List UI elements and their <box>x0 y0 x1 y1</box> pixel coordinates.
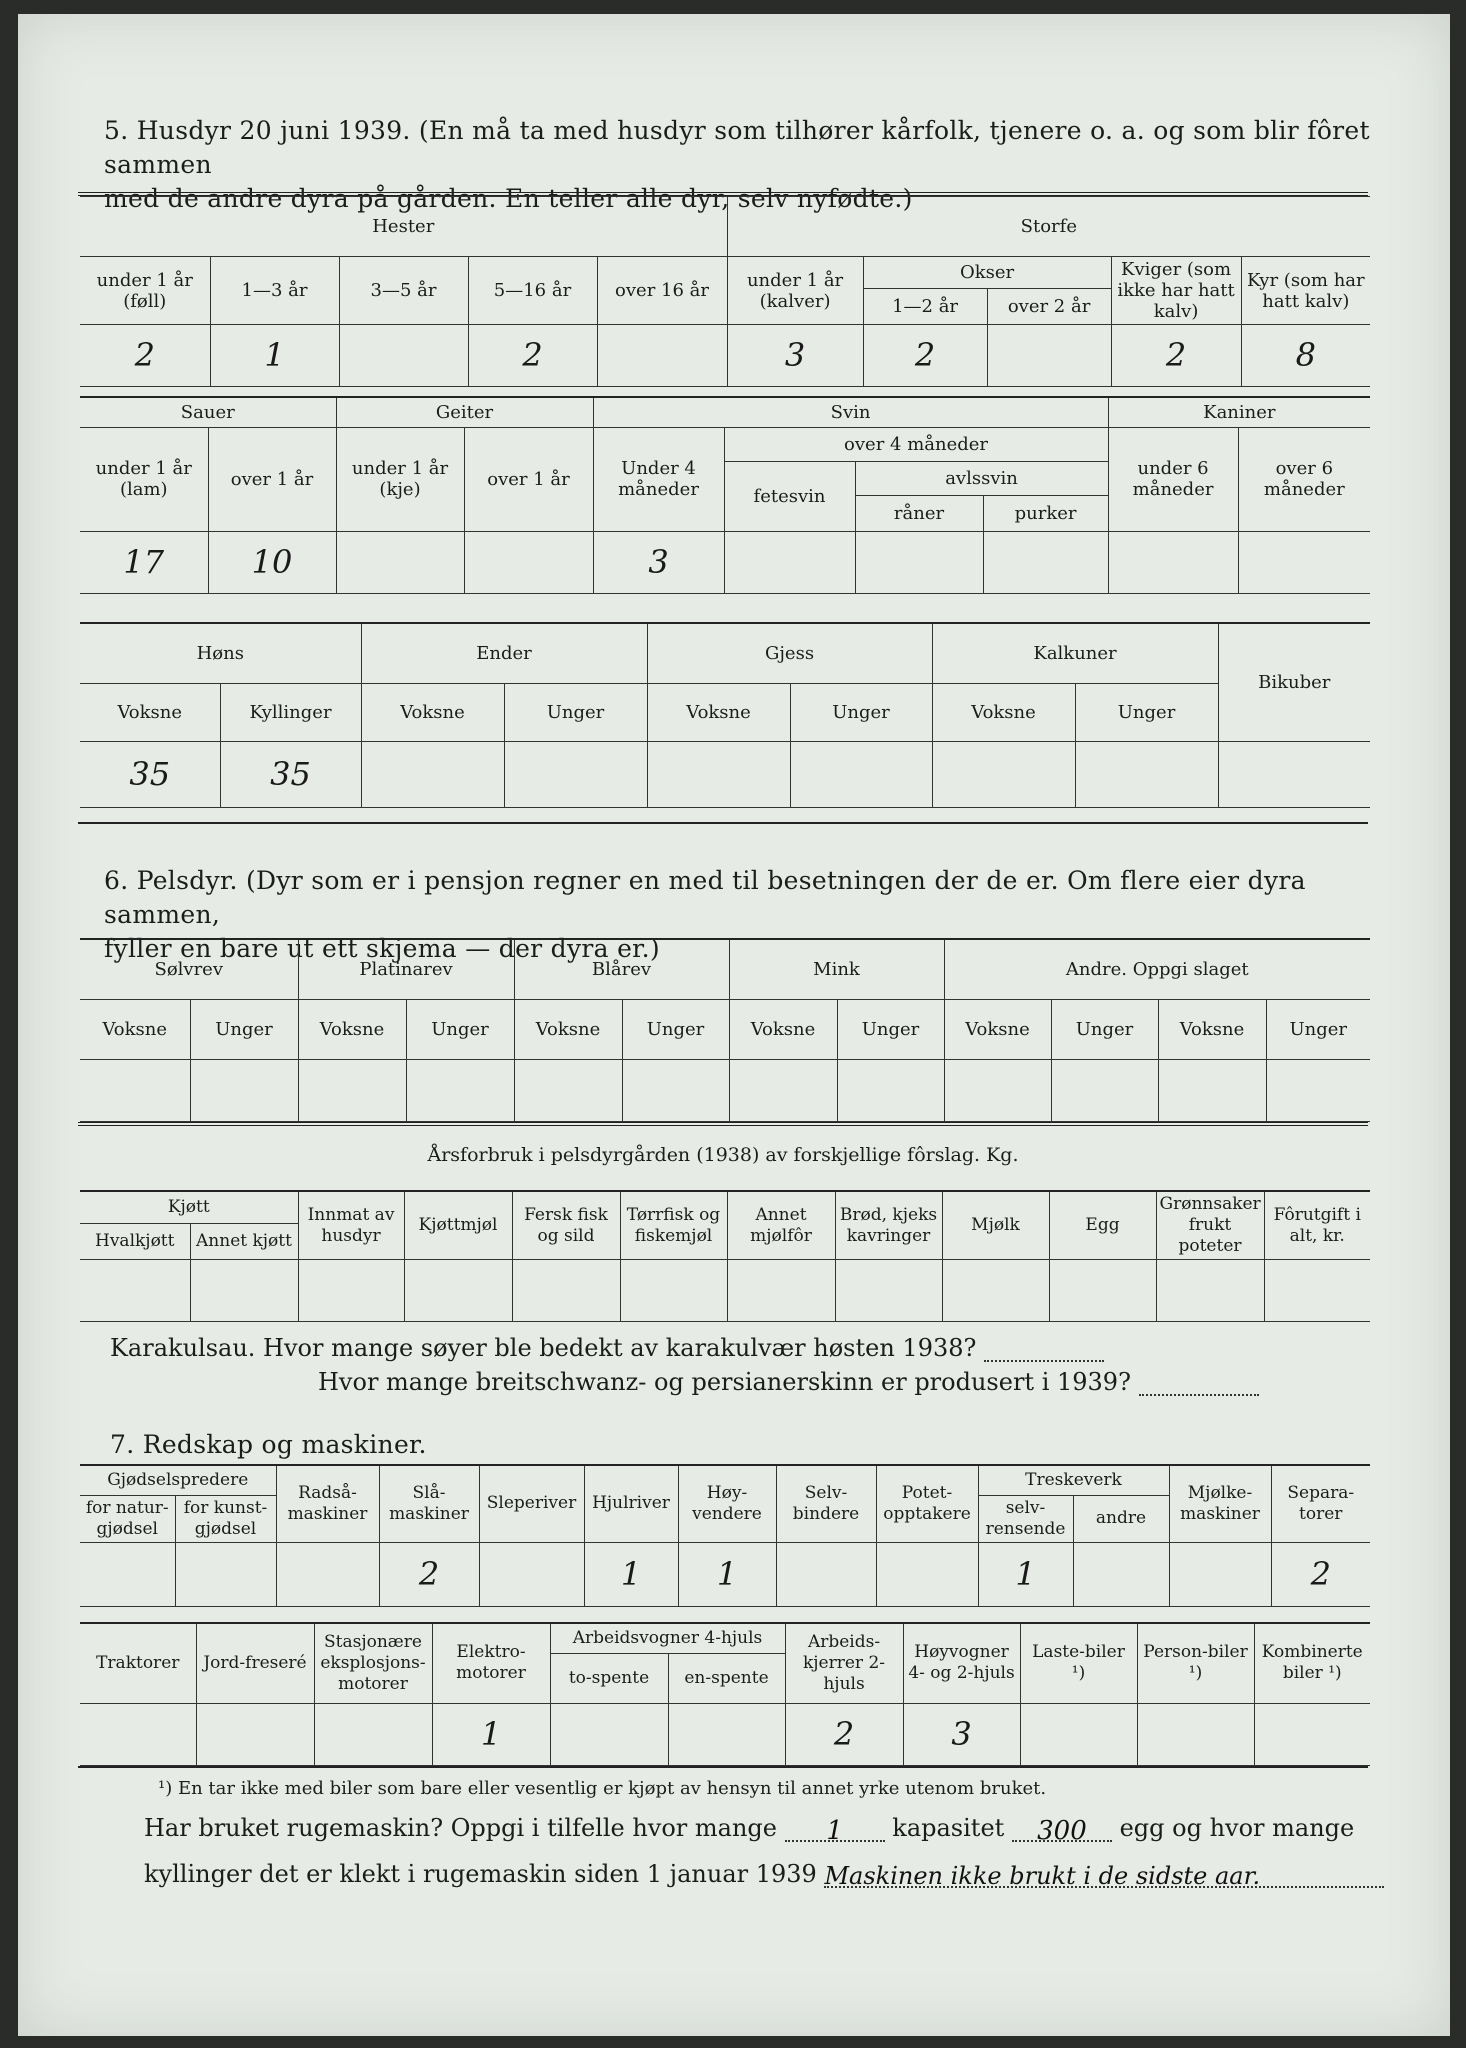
treskeverk-col-1: andre <box>1073 1495 1169 1542</box>
value-cell[interactable]: 10 <box>208 531 336 593</box>
kjott-header: Kjøtt <box>80 1191 298 1223</box>
separa-header: Separa-torer <box>1271 1465 1370 1542</box>
rugemaskin-question-cont: egg og hvor mange <box>1119 1814 1355 1842</box>
hons-col-0: Voksne <box>80 683 220 741</box>
mach-col: Høy-vendere <box>678 1465 776 1542</box>
value-cell[interactable] <box>1051 1059 1158 1121</box>
okser-col-0: 1—2 år <box>863 289 987 325</box>
value-cell[interactable]: 1 <box>210 325 339 387</box>
value-cell[interactable] <box>932 741 1075 807</box>
value-cell[interactable] <box>835 1260 942 1322</box>
value-cell[interactable] <box>729 1059 837 1121</box>
value-cell[interactable] <box>1266 1059 1370 1121</box>
mach-col: Slå-maskiner <box>379 1465 479 1542</box>
value-cell[interactable] <box>80 1542 175 1606</box>
avlssvin-col-0: råner <box>855 495 983 531</box>
value-cell[interactable]: 2 <box>1111 325 1241 387</box>
value-cell[interactable] <box>298 1260 404 1322</box>
value-cell[interactable]: 2 <box>80 325 210 387</box>
value-cell[interactable] <box>876 1542 978 1606</box>
mach-col: Hjulriver <box>584 1465 678 1542</box>
section5-title-line2: med de andre dyra på gården. En teller alle dyr, selv nyfødte.) <box>104 184 913 213</box>
value-cell[interactable] <box>942 1260 1049 1322</box>
platinarev-header: Platinarev <box>298 939 514 999</box>
row2-col: Høyvogner 4- og 2-hjuls <box>903 1623 1020 1703</box>
value-cell[interactable] <box>175 1542 276 1606</box>
section6-title-line1: 6. Pelsdyr. (Dyr som er i pensjon regner en med til besetningen der de er. Om flere eier dyra sammen, <box>104 866 1306 929</box>
divider <box>78 1766 1368 1768</box>
fowl-col-unger: Unger <box>1075 683 1218 741</box>
section6-title-line2: fyller en bare ut ett skjema — der dyra er.) <box>104 934 660 963</box>
forbruk-title: Årsforbruk i pelsdyrgården (1938) av forskjellige fôrslag. Kg. <box>427 1144 1019 1166</box>
value-cell[interactable]: 3 <box>593 531 724 593</box>
value-cell[interactable] <box>314 1703 432 1765</box>
value-cell[interactable] <box>406 1059 514 1121</box>
fjorfe-table <box>80 622 1370 808</box>
section5-title-line1: 5. Husdyr 20 juni 1939. (En må ta med husdyr som tilhører kårfolk, tjenere o. a. og som blir fôret sammen <box>104 116 1370 179</box>
value-cell[interactable]: 35 <box>220 741 361 807</box>
row2-col: Laste-biler ¹) <box>1020 1623 1137 1703</box>
rugemaskin-capacity[interactable]: 300 <box>1012 1816 1112 1842</box>
pels-unger: Unger <box>622 999 729 1059</box>
kjott-col-0: Hvalkjøtt <box>80 1223 190 1259</box>
value-cell[interactable] <box>1169 1542 1271 1606</box>
row2-col: Traktorer <box>80 1623 196 1703</box>
fowl-col-voksne: Voksne <box>647 683 790 741</box>
value-cell[interactable] <box>620 1260 727 1322</box>
arbeidsvogner-col-0: to-spente <box>550 1653 668 1703</box>
hester-col-4: over 16 år <box>597 257 727 325</box>
row2-col: Kombinerte biler ¹) <box>1254 1623 1370 1703</box>
value-cell[interactable] <box>504 741 647 807</box>
kalkuner-header: Kalkuner <box>932 623 1218 683</box>
mach-col: Radså-maskiner <box>276 1465 379 1542</box>
pels-voksne: Voksne <box>514 999 622 1059</box>
svin-over4: over 4 måneder <box>724 427 1108 461</box>
pels-voksne: Voksne <box>298 999 406 1059</box>
value-cell[interactable] <box>1049 1260 1156 1322</box>
kaniner-header: Kaniner <box>1108 397 1370 427</box>
value-cell[interactable] <box>479 1542 584 1606</box>
svin-header: Svin <box>593 397 1108 427</box>
value-cell[interactable] <box>987 325 1111 387</box>
hester-col-3: 5—16 år <box>468 257 597 325</box>
andre-header: Andre. Oppgi slaget <box>944 939 1370 999</box>
hons-header: Høns <box>80 623 361 683</box>
ender-header: Ender <box>361 623 647 683</box>
bikuber-header: Bikuber <box>1218 623 1370 741</box>
value-cell[interactable] <box>80 1059 190 1121</box>
svin-under4: Under 4 måneder <box>593 427 724 531</box>
feed-col: Innmat av husdyr <box>298 1191 404 1260</box>
avlssvin-col-1: purker <box>983 495 1108 531</box>
value-cell[interactable] <box>790 741 932 807</box>
rugemaskin-line2 <box>144 1860 1384 1888</box>
karakul-answer-1[interactable] <box>984 1336 1104 1362</box>
sauer-header: Sauer <box>80 397 336 427</box>
value-cell[interactable] <box>776 1542 876 1606</box>
row2-col: Jord-freseré <box>196 1623 314 1703</box>
value-cell[interactable] <box>196 1703 314 1765</box>
hester-col-2: 3—5 år <box>339 257 468 325</box>
row2-col: Arbeids-kjerrer 2-hjuls <box>785 1623 903 1703</box>
value-cell[interactable] <box>668 1703 785 1765</box>
hester-storfe-table <box>80 196 1370 387</box>
divider <box>78 1122 1368 1126</box>
feed-col: Grønnsaker frukt poteter <box>1156 1191 1264 1260</box>
value-cell[interactable] <box>276 1542 379 1606</box>
value-cell[interactable] <box>1108 531 1238 593</box>
geiter-header: Geiter <box>336 397 593 427</box>
mach-col: Potet-opptakere <box>876 1465 978 1542</box>
value-cell[interactable] <box>597 325 727 387</box>
pels-voksne: Voksne <box>1158 999 1266 1059</box>
kviger-header: Kviger (som ikke har hatt kalv) <box>1111 257 1241 325</box>
value-cell[interactable] <box>1137 1703 1254 1765</box>
row2-col: Person-biler ¹) <box>1137 1623 1254 1703</box>
value-cell[interactable] <box>837 1059 944 1121</box>
value-cell[interactable]: 3 <box>903 1703 1020 1765</box>
value-cell[interactable] <box>512 1260 620 1322</box>
value-cell[interactable] <box>361 741 504 807</box>
value-cell[interactable]: 35 <box>80 741 220 807</box>
value-cell[interactable]: 8 <box>1241 325 1370 387</box>
gjodsel-col-0: for natur-gjødsel <box>80 1495 175 1542</box>
rugemaskin-question: Har bruket rugemaskin? Oppgi i tilfelle hvor mange <box>144 1814 777 1842</box>
fetesvin: fetesvin <box>724 461 855 531</box>
value-cell[interactable] <box>1073 1542 1169 1606</box>
hons-col-1: Kyllinger <box>220 683 361 741</box>
mjolke-header: Mjølke-maskiner <box>1169 1465 1271 1542</box>
sauer-col-0: under 1 år (lam) <box>80 427 208 531</box>
value-cell[interactable] <box>1075 741 1218 807</box>
gjess-header: Gjess <box>647 623 932 683</box>
value-cell[interactable] <box>1264 1260 1370 1322</box>
feed-col: Annet mjølfôr <box>727 1191 835 1260</box>
value-cell[interactable] <box>855 531 983 593</box>
pels-unger: Unger <box>1051 999 1158 1059</box>
mink-header: Mink <box>729 939 944 999</box>
hester-col-0: under 1 år (føll) <box>80 257 210 325</box>
feed-col: Kjøttmjøl <box>404 1191 512 1260</box>
value-cell[interactable] <box>1156 1260 1264 1322</box>
feed-col: Fôrutgift i alt, kr. <box>1264 1191 1370 1260</box>
hester-col-1: 1—3 år <box>210 257 339 325</box>
kapasitet-label: kapasitet <box>892 1814 1005 1842</box>
kyllinger-question: kyllinger det er klekt i rugemaskin siden 1 januar 1939 <box>144 1860 817 1888</box>
okser-header: Okser <box>863 257 1111 289</box>
feed-col: Brød, kjeks kavringer <box>835 1191 942 1260</box>
footnote: ¹) En tar ikke med biler som bare eller vesentlig er kjøpt av hensyn til annet yrke utenom bruket. <box>158 1778 1047 1799</box>
value-cell[interactable] <box>550 1703 668 1765</box>
row2-col: Stasjonære eksplosjons-motorer <box>314 1623 432 1703</box>
karakul-line2 <box>318 1368 1259 1396</box>
kyr-header: Kyr (som har hatt kalv) <box>1241 257 1370 325</box>
karakul-answer-2[interactable] <box>1139 1370 1259 1396</box>
storfe-header: Storfe <box>727 197 1370 257</box>
value-cell[interactable] <box>1020 1703 1137 1765</box>
value-cell[interactable] <box>724 531 855 593</box>
feed-col: Mjølk <box>942 1191 1049 1260</box>
value-cell[interactable] <box>727 1260 835 1322</box>
value-cell[interactable] <box>622 1059 729 1121</box>
kaniner-col-1: over 6 måneder <box>1238 427 1370 531</box>
geiter-col-1: over 1 år <box>464 427 593 531</box>
divider <box>78 822 1368 824</box>
rugemaskin-line1 <box>144 1814 1355 1846</box>
feed-col: Egg <box>1049 1191 1156 1260</box>
hester-header: Hester <box>80 197 727 257</box>
karakul-question-1: Karakulsau. Hvor mange søyer ble bedekt av karakulvær høsten 1938? <box>110 1334 977 1362</box>
pels-voksne: Voksne <box>80 999 190 1059</box>
pels-voksne: Voksne <box>729 999 837 1059</box>
feed-col: Tørrfisk og fiskemjøl <box>620 1191 727 1260</box>
kaniner-col-0: under 6 måneder <box>1108 427 1238 531</box>
karakul-line1 <box>110 1334 1104 1362</box>
value-cell[interactable] <box>464 531 593 593</box>
value-cell[interactable]: 17 <box>80 531 208 593</box>
arbeidsvogner-col-1: en-spente <box>668 1653 785 1703</box>
value-cell[interactable]: 1 <box>584 1542 678 1606</box>
value-cell[interactable] <box>1238 531 1370 593</box>
fowl-col-unger: Unger <box>504 683 647 741</box>
fowl-col-unger: Unger <box>790 683 932 741</box>
storfe-calves: under 1 år (kalver) <box>727 257 863 325</box>
redskap-table-2 <box>80 1622 1370 1766</box>
rugemaskin-count[interactable]: 1 <box>785 1816 885 1842</box>
value-cell[interactable]: 1 <box>678 1542 776 1606</box>
pels-unger: Unger <box>1266 999 1370 1059</box>
value-cell[interactable] <box>404 1260 512 1322</box>
redskap-table-1 <box>80 1464 1370 1607</box>
fowl-col-voksne: Voksne <box>361 683 504 741</box>
value-cell[interactable] <box>944 1059 1051 1121</box>
value-cell[interactable]: 2 <box>468 325 597 387</box>
value-cell[interactable] <box>336 531 464 593</box>
value-cell[interactable]: 1 <box>978 1542 1073 1606</box>
value-cell[interactable] <box>298 1059 406 1121</box>
pelsdyr-table <box>80 938 1370 1122</box>
value-cell[interactable]: 2 <box>379 1542 479 1606</box>
pels-unger: Unger <box>406 999 514 1059</box>
pels-voksne: Voksne <box>944 999 1051 1059</box>
blarev-header: Blårev <box>514 939 729 999</box>
row2-col: Elektro-motorer <box>432 1623 550 1703</box>
value-cell[interactable]: 1 <box>432 1703 550 1765</box>
gjodsel-col-1: for kunst-gjødsel <box>175 1495 276 1542</box>
value-cell[interactable]: 2 <box>785 1703 903 1765</box>
forbruk-table <box>80 1190 1370 1322</box>
treskeverk-col-0: selv-rensende <box>978 1495 1073 1542</box>
solvrev-header: Sølvrev <box>80 939 298 999</box>
value-cell[interactable] <box>1158 1059 1266 1121</box>
value-cell[interactable]: 2 <box>863 325 987 387</box>
value-cell[interactable] <box>1254 1703 1370 1765</box>
sauer-svin-table <box>80 396 1370 594</box>
value-cell[interactable] <box>647 741 790 807</box>
mach-col: Sleperiver <box>479 1465 584 1542</box>
value-cell[interactable] <box>190 1260 298 1322</box>
pels-unger: Unger <box>837 999 944 1059</box>
form-page <box>18 14 1450 2036</box>
pels-unger: Unger <box>190 999 298 1059</box>
gjodsel-header: Gjødselspredere <box>80 1465 276 1495</box>
fowl-col-voksne: Voksne <box>932 683 1075 741</box>
value-cell[interactable] <box>80 1260 190 1322</box>
value-cell[interactable] <box>80 1703 196 1765</box>
avlssvin: avlssvin <box>855 461 1108 495</box>
okser-col-1: over 2 år <box>987 289 1111 325</box>
value-cell[interactable]: 2 <box>1271 1542 1370 1606</box>
kyllinger-answer[interactable]: Maskinen ikke brukt i de sidste aar. <box>824 1862 1384 1888</box>
kjott-col-1: Annet kjøtt <box>190 1223 298 1259</box>
arbeidsvogner-header: Arbeidsvogner 4-hjuls <box>550 1623 785 1653</box>
section7-title: 7. Redskap og maskiner. <box>110 1430 427 1459</box>
value-cell[interactable] <box>514 1059 622 1121</box>
value-cell[interactable] <box>983 531 1108 593</box>
geiter-col-0: under 1 år (kje) <box>336 427 464 531</box>
value-cell[interactable] <box>1218 741 1370 807</box>
karakul-question-2: Hvor mange breitschwanz- og persianerskinn er produsert i 1939? <box>318 1368 1131 1396</box>
mach-col: Selv-bindere <box>776 1465 876 1542</box>
value-cell[interactable] <box>190 1059 298 1121</box>
feed-col: Fersk fisk og sild <box>512 1191 620 1260</box>
treskeverk-header: Treskeverk <box>978 1465 1169 1495</box>
value-cell[interactable]: 3 <box>727 325 863 387</box>
value-cell[interactable] <box>339 325 468 387</box>
sauer-col-1: over 1 år <box>208 427 336 531</box>
